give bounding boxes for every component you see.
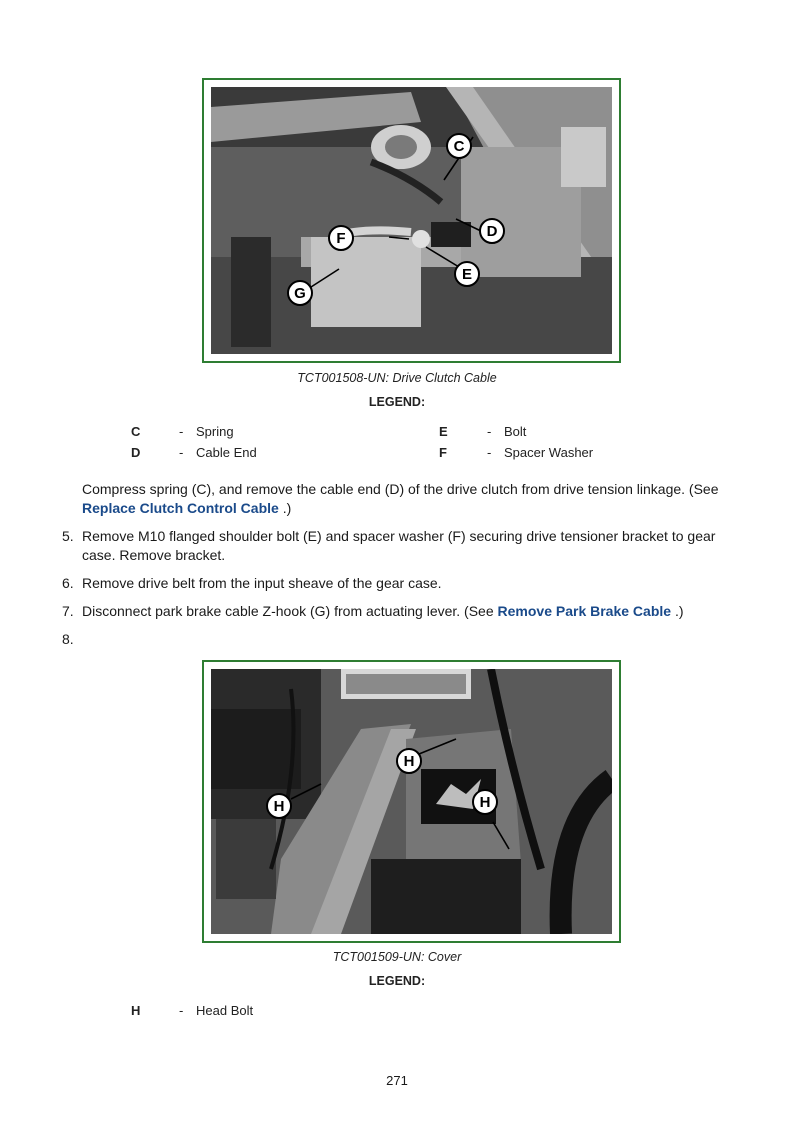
legend-desc: Spring bbox=[196, 424, 234, 439]
svg-text:C: C bbox=[453, 138, 465, 155]
link-remove-park-brake-cable[interactable]: Remove Park Brake Cable bbox=[497, 603, 672, 619]
legend-letter: E bbox=[439, 424, 448, 439]
callout-c bbox=[447, 134, 471, 158]
legend-item bbox=[0, 424, 794, 442]
figure-caption: TCT001508-UN: Drive Clutch Cable bbox=[297, 371, 497, 385]
photo-cover bbox=[211, 669, 612, 934]
intro-paragraph bbox=[82, 480, 762, 518]
legend-desc: Head Bolt bbox=[196, 1003, 254, 1018]
svg-text:F: F bbox=[336, 230, 346, 247]
step-number: 8. bbox=[62, 631, 74, 647]
legend-letter: H bbox=[131, 1003, 141, 1018]
legend-dash: - bbox=[179, 445, 184, 460]
callout-h bbox=[473, 790, 497, 814]
svg-text:E: E bbox=[461, 266, 473, 283]
step-after: .) bbox=[671, 603, 684, 619]
step-text bbox=[82, 602, 762, 621]
link-replace-clutch-control-cable[interactable]: Replace Clutch Control Cable bbox=[82, 500, 279, 516]
legend-item bbox=[0, 1003, 794, 1021]
callout-h bbox=[267, 794, 291, 818]
legend-desc: Bolt bbox=[504, 424, 527, 439]
svg-text:H: H bbox=[273, 798, 285, 815]
step-line: Remove M10 flanged shoulder bolt (E) and spacer washer (F) securing drive tensioner bracket to gear bbox=[82, 528, 716, 544]
step-line: Disconnect park brake cable Z-hook (G) from actuating lever. (See bbox=[82, 603, 498, 619]
intro-after: .) bbox=[278, 500, 292, 516]
photo-drive-clutch-cable bbox=[211, 87, 612, 354]
figure-drive-clutch-cable bbox=[202, 78, 621, 363]
legend-title: LEGEND: bbox=[368, 395, 426, 409]
legend-dash: - bbox=[179, 424, 184, 439]
legend-dash: - bbox=[487, 445, 492, 460]
callout-d bbox=[480, 219, 504, 243]
svg-text:D: D bbox=[486, 223, 498, 240]
step-number: 7. bbox=[62, 603, 74, 619]
legend-item bbox=[0, 445, 794, 463]
page-number: 271 bbox=[386, 1073, 408, 1088]
intro-text: Compress spring (C), and remove the cable end (D) of the drive clutch from drive tension linkage. (See bbox=[82, 481, 719, 497]
legend-dash: - bbox=[487, 424, 492, 439]
svg-text:H: H bbox=[479, 794, 491, 811]
step-line: case. Remove bracket. bbox=[82, 547, 226, 563]
figure-cover bbox=[202, 660, 621, 943]
legend-desc: Cable End bbox=[196, 445, 257, 460]
legend-letter: C bbox=[131, 424, 141, 439]
callout-g bbox=[288, 281, 312, 305]
svg-text:G: G bbox=[294, 285, 306, 302]
legend-dash: - bbox=[179, 1003, 184, 1018]
callout-f bbox=[329, 226, 353, 250]
legend-letter: F bbox=[439, 445, 447, 460]
step-text bbox=[82, 527, 762, 565]
legend-title: LEGEND: bbox=[368, 974, 426, 988]
figure-caption: TCT001509-UN: Cover bbox=[332, 950, 462, 964]
step-number: 6. bbox=[62, 575, 74, 591]
svg-text:H: H bbox=[403, 753, 415, 770]
callout-e bbox=[455, 262, 479, 286]
legend-desc: Spacer Washer bbox=[504, 445, 594, 460]
legend-letter: D bbox=[131, 445, 141, 460]
step-text: Remove drive belt from the input sheave of the gear case. bbox=[82, 575, 442, 591]
step-number: 5. bbox=[62, 528, 74, 544]
callout-h bbox=[397, 749, 421, 773]
